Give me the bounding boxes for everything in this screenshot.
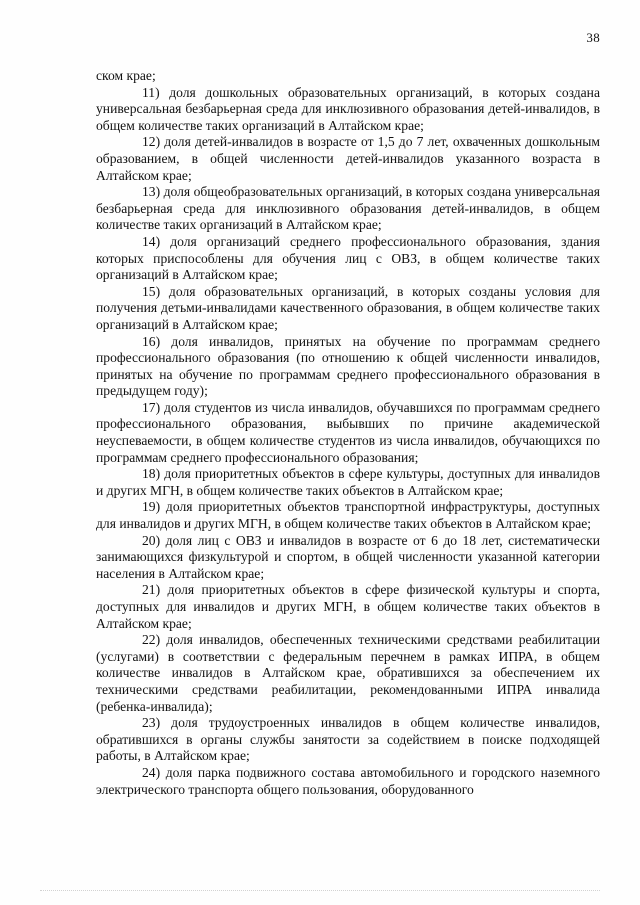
list-item-18: 18) доля приоритетных объектов в сфере культуры, доступных для инвалидов и других МГН, в общем количестве таких объектов в Алтайском крае; [96,466,600,498]
list-item-22: 22) доля инвалидов, обеспеченных техническими средствами реабилитации (услугами) в соответствии с федеральным перечнем в рамках ИПРА, в общем количестве инвалидов в Алтайском крае, обратившихся за обеспечением их техническими средствами реабилитации, рекомендованными ИПРА инвалида (ребенка-инвалида); [96,632,600,714]
list-item-14: 14) доля организаций среднего профессионального образования, здания которых приспособлены для обучения лиц с ОВЗ, в общем количестве таких организаций в Алтайском крае; [96,233,600,283]
list-item-11: 11) доля дошкольных образовательных организаций, в которых создана универсальная безбарьерная среда для инклюзивного образования детей-инвалидов, в общем количестве таких организаций в Алтайском крае; [96,84,600,133]
page-number: 38 [586,30,600,45]
list-item-13: 13) доля общеобразовательных организаций, в которых создана универсальная безбарьерная среда для инклюзивного образования детей-инвалидов, в общем количестве таких организаций в Алтайском крае; [96,184,600,233]
list-item-17: 17) доля студентов из числа инвалидов, обучавшихся по программам среднего профессионального образования, выбывших по причине академической неуспеваемости, в общем количестве студентов из числа инвалидов, обучающихся по программам среднего профессионального образования; [96,399,600,465]
list-item-20: 20) доля лиц с ОВЗ и инвалидов в возрасте от 6 до 18 лет, систематически занимающихся физкультурой и спортом, в общей численности указанной категории населения в Алтайском крае; [96,532,600,581]
paragraph-continuation: ском крае; [96,68,156,83]
list-item-23: 23) доля трудоустроенных инвалидов в общем количестве инвалидов, обратившихся в органы службы занятости за содействием в поиске подходящей работы, в Алтайском крае; [96,715,600,764]
scan-artifact-divider [40,888,600,891]
list-item-12: 12) доля детей-инвалидов в возрасте от 1,5 до 7 лет, охваченных дошкольным образованием, в общей численности детей-инвалидов указанного возраста в Алтайском крае; [96,134,600,183]
list-item-24: 24) доля парка подвижного состава автомобильного и городского наземного электрического транспорта общего пользования, оборудованного [96,764,600,797]
list-item-21: 21) доля приоритетных объектов в сфере физической культуры и спорта, доступных для инвалидов и других МГН, в общем количестве таких объектов в Алтайском крае; [96,582,600,631]
list-item-15: 15) доля образовательных организаций, в которых созданы условия для получения детьми-инвалидами качественного образования, в общем количестве таких организаций в Алтайском крае; [96,283,600,332]
list-item-19: 19) доля приоритетных объектов транспортной инфраструктуры, доступных для инвалидов и других МГН, в общем количестве таких объектов в Алтайском крае; [96,499,600,532]
document-body [96,68,600,798]
list-item-16: 16) доля инвалидов, принятых на обучение по программам среднего профессионального образования (по отношению к общей численности инвалидов, принятых на обучение по программам среднего профессионального образования в предыдущем году); [96,333,600,399]
